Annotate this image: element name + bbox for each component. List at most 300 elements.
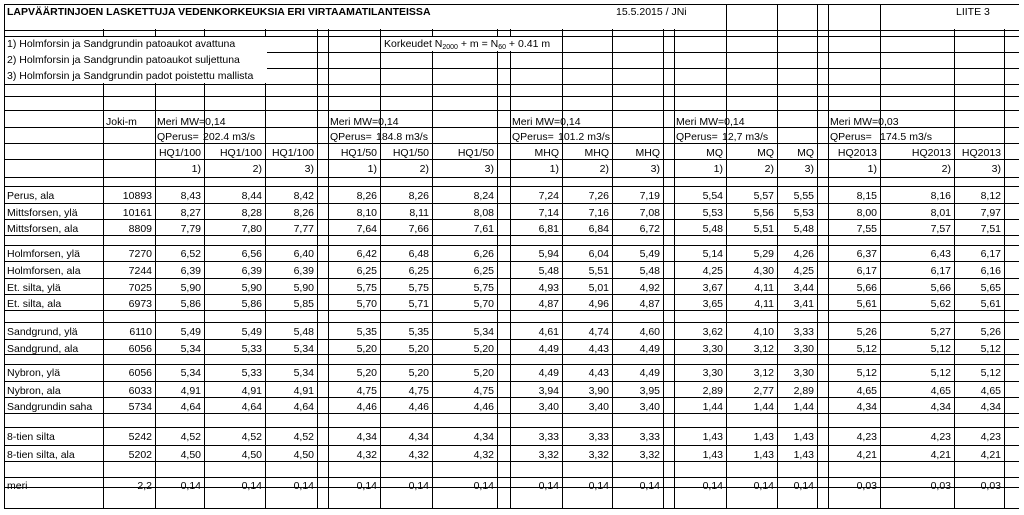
grid-hline [4,397,1019,398]
water-level-cell: 4,46 [356,401,377,413]
grid-vline [817,4,818,508]
water-level-cell: 5,12 [856,367,877,379]
scenario-number: 3) [484,163,494,175]
water-level-cell: 3,32 [588,449,609,461]
water-level-cell: 8,43 [180,190,201,202]
water-level-cell: 6,16 [980,265,1001,277]
grid-hline [4,461,1019,462]
water-level-cell: 6,17 [856,265,877,277]
water-level-cell: 5,20 [356,367,377,379]
water-level-cell: 1,43 [702,449,723,461]
water-level-cell: 5,35 [356,326,377,338]
river-km: 6056 [128,367,152,379]
water-level-cell: 3,32 [639,449,660,461]
water-level-cell: 5,20 [408,343,429,355]
water-level-cell: 4,21 [930,449,951,461]
water-level-cell: 7,08 [639,207,660,219]
note-2: 2) Holmforsin ja Sandgrundin patoaukot suljettuna [7,54,240,66]
water-level-cell: 8,42 [293,190,314,202]
water-level-cell: 4,25 [793,265,814,277]
river-km: 5734 [128,401,152,413]
water-level-cell: 6,56 [241,248,262,260]
water-level-cell: 3,30 [702,367,723,379]
scenario-number: 3) [304,163,314,175]
water-level-cell: 5,75 [473,282,494,294]
water-level-cell: 4,75 [408,385,429,397]
grid-hline [4,477,1019,478]
flow-scenario-header: MQ [757,147,774,159]
water-level-cell: 4,64 [180,401,201,413]
water-level-cell: 4,50 [293,449,314,461]
water-level-cell: 5,20 [473,367,494,379]
qperus-value: 184.8 m3/s [376,131,428,143]
water-level-cell: 3,30 [702,343,723,355]
water-level-cell: 0,14 [588,480,609,492]
water-level-cell: 3,40 [538,401,559,413]
grid-hline [4,84,1019,85]
water-level-cell: 4,74 [588,326,609,338]
location-name: Mittsforsen, ala [7,223,79,235]
note-3: 3) Holmforsin ja Sandgrundin padot poistettu mallista [7,70,254,82]
water-level-cell: 5,34 [180,367,201,379]
grid-hline [4,235,1019,236]
location-name: Holmforsen, ala [7,265,81,277]
water-level-cell: 3,62 [702,326,723,338]
water-level-cell: 3,95 [639,385,660,397]
water-level-cell: 5,20 [473,343,494,355]
water-level-cell: 5,49 [639,248,660,260]
water-level-cell: 6,37 [856,248,877,260]
water-level-cell: 4,61 [538,326,559,338]
water-level-cell: 0,14 [639,480,660,492]
water-level-cell: 4,49 [538,367,559,379]
water-level-cell: 5,12 [930,343,951,355]
water-level-cell: 5,86 [241,298,262,310]
water-level-cell: 4,11 [754,298,774,310]
flow-scenario-header: HQ1/50 [340,147,377,159]
grid-hline [4,364,1019,365]
scenario-number: 1) [367,163,377,175]
water-level-cell: 8,44 [241,190,262,202]
river-km: 10161 [122,207,152,219]
grid-hline [4,143,1019,144]
date-stamp: 15.5.2015 / JNi [616,6,687,18]
water-level-cell: 4,25 [702,265,723,277]
flow-scenario-header: HQ1/100 [271,147,314,159]
water-level-cell: 3,65 [702,298,723,310]
water-level-cell: 7,66 [408,223,429,235]
water-level-cell: 5,71 [408,298,429,310]
river-km: 7244 [128,265,152,277]
water-level-cell: 1,44 [702,401,723,413]
water-level-cell: 0,14 [753,480,774,492]
water-level-cell: 3,33 [639,431,660,443]
water-level-cell: 4,10 [753,326,774,338]
appendix-label: LIITE 3 [956,6,990,18]
water-level-cell: 5,53 [793,207,814,219]
water-level-cell: 6,42 [356,248,377,260]
water-level-cell: 5,48 [639,265,660,277]
water-level-cell: 4,34 [980,401,1001,413]
water-level-cell: 5,34 [293,367,314,379]
water-level-cell: 3,30 [793,343,814,355]
grid-vline [497,4,498,508]
grid-hline [4,310,1019,311]
water-level-cell: 6,26 [473,248,494,260]
location-name: Sandgrundin saha [7,401,93,413]
water-level-cell: 5,26 [856,326,877,338]
water-level-cell: 3,40 [639,401,660,413]
water-level-cell: 5,33 [241,343,262,355]
water-level-cell: 5,51 [753,223,774,235]
flow-scenario-header: HQ2013 [911,147,951,159]
water-level-cell: 3,94 [538,385,559,397]
water-level-cell: 1,43 [793,431,814,443]
water-level-cell: 3,90 [588,385,609,397]
river-km: 8809 [128,223,152,235]
grid-hline [4,186,1019,187]
water-level-cell: 7,16 [588,207,609,219]
grid-hline [4,177,1019,178]
water-level-cell: 4,46 [473,401,494,413]
water-level-cell: 4,65 [930,385,951,397]
water-level-cell: 6,04 [588,248,609,260]
water-level-cell: 7,14 [538,207,559,219]
water-level-cell: 3,32 [538,449,559,461]
water-level-cell: 6,81 [538,223,559,235]
grid-hline [4,110,1019,111]
flow-scenario-header: HQ2013 [961,147,1001,159]
water-level-cell: 4,43 [588,367,609,379]
water-level-cell: 4,23 [856,431,877,443]
grid-hline [4,219,1019,220]
scenario-number: 3) [991,163,1001,175]
water-level-cell: 5,85 [293,298,314,310]
water-level-cell: 5,48 [538,265,559,277]
water-level-cell: 8,08 [473,207,494,219]
water-level-cell: 3,12 [753,343,774,355]
water-level-cell: 4,75 [356,385,377,397]
flow-scenario-header: MHQ [635,147,660,159]
water-level-cell: 6,52 [180,248,201,260]
qperus-value: 174.5 m3/s [880,131,932,143]
water-level-cell: 4,87 [538,298,559,310]
location-name: Mittsforsen, ylä [7,207,78,219]
water-level-cell: 4,50 [180,449,201,461]
water-level-cell: 4,32 [356,449,377,461]
scenario-number: 3) [650,163,660,175]
qperus-label: QPerus= [330,131,372,143]
water-level-cell: 7,51 [980,223,1001,235]
water-level-cell: 5,34 [293,343,314,355]
water-level-cell: 4,64 [241,401,262,413]
water-level-cell: 3,33 [538,431,559,443]
water-level-cell: 6,48 [408,248,429,260]
water-level-cell: 5,34 [473,326,494,338]
grid-hline [4,322,1019,323]
note-1: 1) Holmforsin ja Sandgrundin patoaukot avattuna [7,38,236,50]
water-level-cell: 5,27 [930,326,951,338]
location-name: Sandgrund, ala [7,343,79,355]
water-level-cell: 3,40 [588,401,609,413]
river-km: 7270 [128,248,152,260]
water-level-cell: 5,35 [408,326,429,338]
water-level-cell: 4,49 [639,367,660,379]
location-name: Nybron, ylä [7,367,61,379]
water-level-cell: 0,03 [930,480,951,492]
river-km: 6973 [128,298,152,310]
water-level-cell: 8,10 [356,207,377,219]
water-level-cell: 0,14 [538,480,559,492]
river-km: 7025 [128,282,152,294]
water-level-cell: 5,34 [180,343,201,355]
flow-scenario-header: HQ1/50 [457,147,494,159]
water-level-cell: 2,77 [753,385,774,397]
scenario-number: 1) [191,163,201,175]
water-level-cell: 5,12 [856,343,877,355]
water-level-cell: 5,61 [856,298,877,310]
flow-scenario-header: HQ1/50 [392,147,429,159]
water-level-cell: 6,25 [356,265,377,277]
water-level-cell: 8,26 [356,190,377,202]
water-level-cell: 5,62 [930,298,951,310]
water-level-cell: 3,12 [753,367,774,379]
water-level-cell: 4,91 [180,385,201,397]
water-level-cell: 5,57 [753,190,774,202]
sea-level-label: Meri MW=0,14 [676,116,745,128]
location-name: 8-tien silta [7,431,55,443]
water-level-cell: 5,90 [241,282,262,294]
water-level-cell: 0,14 [793,480,814,492]
location-name: Sandgrund, ylä [7,326,78,338]
grid-hline [4,381,1019,382]
flow-scenario-header: MQ [797,147,814,159]
water-level-cell: 7,24 [538,190,559,202]
water-level-cell: 1,43 [793,449,814,461]
water-level-cell: 3,67 [702,282,723,294]
water-level-cell: 4,34 [930,401,951,413]
water-level-cell: 2,89 [793,385,814,397]
water-level-cell: 2,89 [702,385,723,397]
water-level-cell: 4,23 [980,431,1001,443]
water-level-cell: 8,26 [293,207,314,219]
water-level-cell: 7,79 [180,223,201,235]
water-level-cell: 4,96 [588,298,609,310]
qperus-label: QPerus= [676,131,718,143]
qperus-value: 202.4 m3/s [203,131,255,143]
water-level-cell: 4,93 [538,282,559,294]
scenario-number: 1) [549,163,559,175]
water-level-cell: 6,25 [408,265,429,277]
sea-level-label: Meri MW=0,14 [330,116,399,128]
water-level-cell: 6,17 [980,248,1001,260]
water-level-cell: 5,55 [793,190,814,202]
water-level-cell: 8,16 [930,190,951,202]
water-level-cell: 6,17 [930,265,951,277]
water-level-cell: 8,12 [980,190,1001,202]
water-level-cell: 5,66 [930,282,951,294]
water-level-cell: 0,03 [980,480,1001,492]
grid-hline [4,203,1019,204]
water-level-cell: 0,03 [856,480,877,492]
river-km: 6033 [128,385,152,397]
water-level-cell: 6,72 [639,223,660,235]
location-name: Holmforsen, ylä [7,248,80,260]
water-level-cell: 5,51 [588,265,609,277]
grid-hline [4,96,1019,97]
water-level-cell: 1,43 [753,449,774,461]
water-level-cell: 8,28 [241,207,262,219]
location-name: Perus, ala [7,190,55,202]
water-level-cell: 5,49 [180,326,201,338]
water-level-cell: 4,91 [293,385,314,397]
grid-hline [4,413,1019,414]
scenario-number: 2) [764,163,774,175]
river-km: 5202 [128,449,152,461]
water-level-cell: 7,80 [241,223,262,235]
water-level-cell: 5,01 [588,282,609,294]
water-level-cell: 7,61 [473,223,494,235]
water-level-cell: 4,75 [473,385,494,397]
flow-scenario-header: MHQ [534,147,559,159]
water-level-cell: 8,26 [408,190,429,202]
water-level-cell: 3,30 [793,367,814,379]
water-level-cell: 5,48 [793,223,814,235]
water-level-cell: 4,34 [473,431,494,443]
water-level-cell: 0,14 [408,480,429,492]
sheet-title: LAPVÄÄRTINJOEN LASKETTUJA VEDENKORKEUKSIA ERI VIRTAAMATILANTEISSA [7,6,431,18]
water-level-cell: 4,34 [408,431,429,443]
grid-hline [4,159,1019,160]
water-level-cell: 6,39 [293,265,314,277]
grid-vline [317,4,318,508]
water-level-cell: 5,86 [180,298,201,310]
water-level-cell: 7,57 [930,223,951,235]
water-level-cell: 8,01 [930,207,951,219]
qperus-label: QPerus= [830,131,872,143]
water-level-cell: 5,90 [293,282,314,294]
water-level-cell: 5,33 [241,367,262,379]
qperus-value: 101.2 m3/s [558,131,610,143]
water-level-cell: 6,43 [930,248,951,260]
river-km: 6056 [128,343,152,355]
water-level-cell: 5,65 [980,282,1001,294]
sea-level-label: Meri MW=0,03 [830,116,899,128]
water-level-cell: 8,11 [409,207,429,219]
grid-hline [4,427,1019,428]
grid-hline [4,278,1019,279]
water-level-cell: 5,54 [702,190,723,202]
qperus-label: QPerus= [157,131,199,143]
grid-vline [663,4,664,508]
water-level-cell: 7,26 [588,190,609,202]
location-name: meri [7,480,28,492]
water-level-cell: 7,55 [856,223,877,235]
water-level-cell: 4,91 [241,385,262,397]
water-level-cell: 4,49 [639,343,660,355]
water-level-cell: 8,24 [473,190,494,202]
location-name: Et. silta, ylä [7,282,61,294]
river-km: 5242 [128,431,152,443]
water-level-cell: 4,64 [293,401,314,413]
joki-header: Joki-m [106,116,137,128]
water-level-cell: 0,14 [473,480,494,492]
water-level-cell: 0,14 [180,480,201,492]
water-level-cell: 5,20 [356,343,377,355]
water-level-cell: 4,26 [793,248,814,260]
water-level-cell: 4,32 [473,449,494,461]
scenario-number: 2) [419,163,429,175]
flow-scenario-header: MHQ [584,147,609,159]
water-level-cell: 5,12 [980,343,1001,355]
sea-level-label: Meri MW=0,14 [512,116,581,128]
flow-scenario-header: HQ1/100 [158,147,201,159]
water-level-cell: 1,43 [753,431,774,443]
water-level-cell: 0,14 [356,480,377,492]
scenario-number: 3) [804,163,814,175]
location-name: Nybron, ala [7,385,61,397]
water-level-cell: 4,34 [856,401,877,413]
water-level-cell: 6,40 [293,248,314,260]
water-level-cell: 1,43 [702,431,723,443]
water-level-cell: 4,87 [639,298,660,310]
location-name: Et. silta, ala [7,298,62,310]
water-level-cell: 0,14 [702,480,723,492]
water-level-cell: 5,75 [356,282,377,294]
flow-scenario-header: HQ2013 [837,147,877,159]
water-level-cell: 4,49 [538,343,559,355]
grid-hline [4,245,1019,246]
river-km: 10893 [122,190,152,202]
water-level-cell: 3,33 [588,431,609,443]
grid-hline [4,261,1019,262]
scenario-number: 2) [941,163,951,175]
water-level-cell: 5,90 [180,282,201,294]
flow-scenario-header: HQ1/100 [219,147,262,159]
water-level-cell: 8,15 [856,190,877,202]
water-level-cell: 5,29 [753,248,774,260]
grid-hline [4,294,1019,295]
water-level-cell: 4,43 [588,343,609,355]
water-level-cell: 8,00 [856,207,877,219]
grid-hline [4,30,1019,31]
water-level-cell: 5,49 [241,326,262,338]
water-level-cell: 5,70 [473,298,494,310]
water-level-cell: 4,52 [180,431,201,443]
water-level-cell: 7,77 [293,223,314,235]
grid-vline [1004,4,1005,508]
water-level-cell: 3,41 [793,298,814,310]
water-level-cell: 7,97 [980,207,1001,219]
grid-hline [4,339,1019,340]
water-level-cell: 4,60 [639,326,660,338]
water-level-cell: 4,65 [980,385,1001,397]
water-level-cell: 5,14 [702,248,723,260]
location-name: 8-tien silta, ala [7,449,75,461]
water-level-cell: 6,39 [180,265,201,277]
water-level-cell: 5,26 [980,326,1001,338]
water-level-cell: 4,65 [856,385,877,397]
flow-scenario-header: MQ [706,147,723,159]
water-level-cell: 6,25 [473,265,494,277]
grid-hline [4,445,1019,446]
water-level-cell: 4,11 [754,282,774,294]
water-level-cell: 7,19 [639,190,660,202]
scenario-number: 2) [599,163,609,175]
water-level-cell: 4,23 [930,431,951,443]
grid-hline [4,508,1019,509]
water-level-cell: 1,44 [793,401,814,413]
